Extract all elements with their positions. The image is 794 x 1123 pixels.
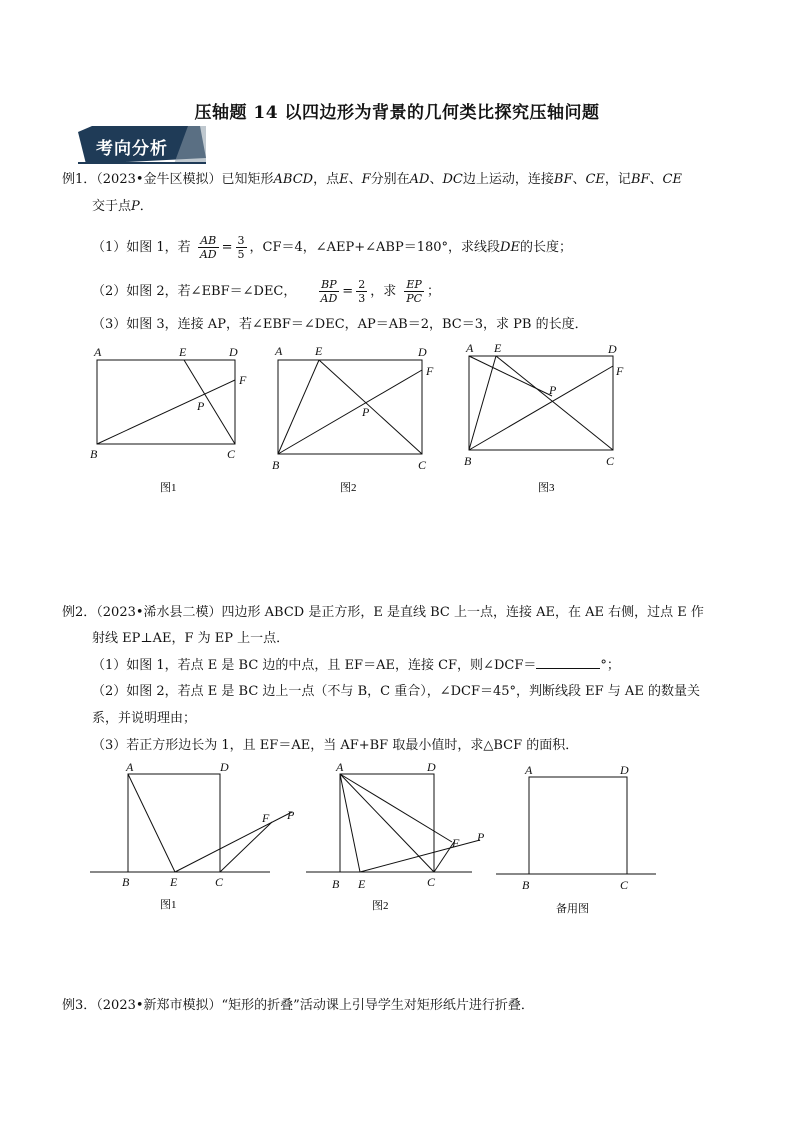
ex2-spare-label-B: B [522,878,530,892]
ex2-figures [84,760,684,920]
fraction-2-3: $\frac{2}{3}$ [358,278,366,305]
fig2-label-D: D [418,345,427,359]
fig1-label-A: A [94,345,102,359]
ex1-q3: （3）如图 3，连接 AP，若∠EBF＝∠DEC，AP＝AB＝2，BC＝3，求 PB 的长度． [92,317,588,332]
ex1-line1: 例1．（2023•金牛区模拟）已知矩形ABCD，点E、F分别在AD、DC边上运动，连接BF、CE，记BF、CE [62,172,682,187]
ex2-fig2-label-P: P [477,830,485,844]
fig3-label-F: F [616,364,624,378]
fig3-label-B: B [464,454,472,468]
ex2-fig2-label-D: D [427,760,436,774]
ex2-figure-spare [496,777,656,874]
ex2-figure-2 [306,774,480,872]
fig1-label-E: E [179,345,187,359]
ex2-spare-label-A: A [525,763,533,777]
ex1-q2: （2）如图 2，若∠EBF＝∠DEC， $\frac{BP}{AD}$ = $\frac{2}{3}$ ，求 $\frac{EP}{PC}$ ； [92,278,441,305]
fig2-label-A: A [275,344,283,358]
ex1-figure-3 [469,356,613,450]
fig3-label-P: P [549,383,557,397]
ex2-fig2-label-A: A [336,760,344,774]
ex1-figures [84,340,684,500]
ex2-fig2-label-F: F [452,836,460,850]
fraction-ep-pc: $\frac{EP}{PC}$ [406,278,423,305]
fig3-label-C: C [606,454,615,468]
ex2-fig2-label-C: C [427,875,436,889]
fig3-label-E: E [494,341,502,355]
ex2-fig1-label-B: B [122,875,130,889]
fig1-caption: 图1 [160,482,177,494]
ex2-fig1-label-D: D [220,760,229,774]
section-badge-label: 考向分析 [96,139,168,159]
page-title: 压轴题 14 以四边形为背景的几何类比探究压轴问题 [194,103,600,123]
ex2-spare-caption: 备用图 [556,903,589,915]
fig2-label-C: C [418,458,427,472]
fig3-label-D: D [608,342,617,356]
fig3-caption: 图3 [538,482,555,494]
ex2-fig1-label-A: A [126,760,134,774]
ex1-figure-1 [97,360,235,444]
fig2-caption: 图2 [340,482,357,494]
ex2-line2: 射线 EP⊥AE，F 为 EP 上一点． [92,631,290,646]
ex2-fig1-label-E: E [170,875,178,889]
ex2-q2-line1: （2）如图 2，若点 E 是 BC 边上一点（不与 B，C 重合），∠DCF＝45°，判断线段 EF 与 AE 的数量关 [92,684,700,699]
ex2-fig2-label-E: E [358,877,366,891]
fraction-ab-ad: $\frac{AB}{AD}$ [199,234,217,261]
fraction-bp-ad: $\frac{BP}{AD}$ [320,278,338,305]
ex2-spare-label-C: C [620,878,629,892]
fig2-label-F: F [426,364,434,378]
fig1-label-B: B [90,447,98,461]
answer-blank [536,656,600,669]
fig1-label-D: D [229,345,238,359]
ex1-line2: 交于点P． [92,199,153,214]
fraction-3-5: $\frac{3}{5}$ [237,234,245,261]
ex1-q1: （1）如图 1，若 $\frac{AB}{AD}$ = $\frac{3}{5}$ ，CF＝4，∠AEP+∠ABP＝180°，求线段DE的长度； [92,234,572,261]
ex2-fig2-label-B: B [332,877,340,891]
ex2-fig1-label-C: C [215,875,224,889]
ex1-figure-2 [278,360,422,454]
ex2-q1: （1）如图 1，若点 E 是 BC 边的中点，且 EF＝AE，连接 CF，则∠DCF＝ °； [92,658,620,673]
ex2-spare-label-D: D [620,763,629,777]
fig1-label-C: C [227,447,236,461]
fig3-label-A: A [466,341,474,355]
ex2-line1: 例2．（2023•浠水县二模）四边形 ABCD 是正方形，E 是直线 BC 上一点，连接 AE，在 AE 右侧，过点 E 作 [62,605,704,620]
ex2-fig1-caption: 图1 [160,899,177,911]
ex2-fig1-label-P: P [287,808,295,822]
fig2-label-E: E [315,344,323,358]
ex2-fig1-label-F: F [262,811,270,825]
fig2-label-P: P [362,405,370,419]
ex3-line1: 例3．（2023•新郑市模拟）“矩形的折叠”活动课上引导学生对矩形纸片进行折叠． [62,998,534,1013]
ex2-q2-line2: 系，并说明理由； [92,711,197,726]
fig1-label-P: P [197,399,205,413]
fig2-label-B: B [272,458,280,472]
ex2-fig2-caption: 图2 [372,900,389,912]
ex2-q3: （3）若正方形边长为 1，且 EF＝AE，当 AF+BF 取最小值时，求△BCF 的面积． [92,738,579,753]
fig1-label-F: F [239,373,247,387]
